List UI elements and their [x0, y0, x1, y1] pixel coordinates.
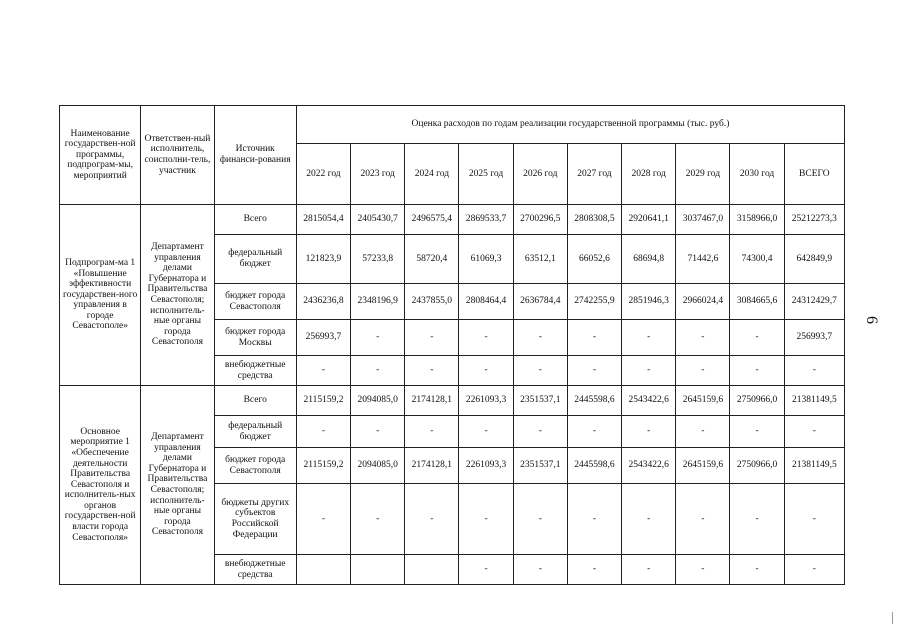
funding-source: внебюджетные средства — [214, 555, 296, 585]
header-year: 2022 год — [296, 144, 350, 205]
year-value: 2261093,3 — [459, 448, 513, 484]
year-value: - — [513, 555, 567, 585]
year-value: 2094085,0 — [351, 448, 405, 484]
year-value: - — [622, 484, 676, 555]
year-value: 2966024,4 — [676, 284, 730, 320]
year-value: 66052,6 — [567, 235, 621, 284]
year-value: 61069,3 — [459, 235, 513, 284]
year-value: - — [730, 416, 784, 448]
year-value: - — [513, 356, 567, 386]
total-value: - — [784, 356, 844, 386]
year-value: - — [513, 484, 567, 555]
year-value: - — [567, 484, 621, 555]
year-value: 2645159,6 — [676, 448, 730, 484]
total-value: - — [784, 555, 844, 585]
year-value: 2750966,0 — [730, 386, 784, 416]
responsible-executor: Департамент управления делами Губернатора и Правительства Севастополя; исполнитель-ные органы города Севастополя — [141, 386, 214, 585]
year-value: - — [351, 416, 405, 448]
year-value: - — [567, 320, 621, 356]
year-value: - — [296, 416, 350, 448]
year-value: - — [676, 484, 730, 555]
year-value: 2869533,7 — [459, 205, 513, 235]
year-value: - — [351, 320, 405, 356]
year-value: - — [676, 416, 730, 448]
year-value: 2115159,2 — [296, 448, 350, 484]
program-name: Основное мероприятие 1 «Обеспечение деятельности Правительства Севастополя и исполнитель-ных органов государствен-ной власти города Севастополя» — [60, 386, 141, 585]
year-value: 2445598,6 — [567, 386, 621, 416]
total-value: 24312429,7 — [784, 284, 844, 320]
year-value: 3158966,0 — [730, 205, 784, 235]
year-value: 2808308,5 — [567, 205, 621, 235]
year-value: - — [459, 555, 513, 585]
total-value: 21381149,5 — [784, 386, 844, 416]
financing-table — [59, 105, 845, 585]
year-value: - — [622, 356, 676, 386]
year-value: - — [459, 484, 513, 555]
year-value: 121823,9 — [296, 235, 350, 284]
table-row — [60, 386, 845, 416]
header-name: Наименование государствен-ной программы, подпрограм-мы, мероприятий — [60, 106, 141, 205]
year-value: 2750966,0 — [730, 448, 784, 484]
year-value: - — [676, 356, 730, 386]
header-estimate: Оценка расходов по годам реализации государственной программы (тыс. руб.) — [296, 106, 844, 144]
year-value: - — [567, 416, 621, 448]
year-value: - — [296, 484, 350, 555]
header-year: 2027 год — [567, 144, 621, 205]
header-year: 2026 год — [513, 144, 567, 205]
year-value: - — [513, 416, 567, 448]
year-value: - — [459, 320, 513, 356]
header-year: 2023 год — [351, 144, 405, 205]
year-value: 3037467,0 — [676, 205, 730, 235]
year-value: - — [351, 356, 405, 386]
year-value: 2351537,1 — [513, 386, 567, 416]
header-executor: Ответствен-ный исполнитель, соисполни-тель, участник — [141, 106, 214, 205]
year-value: 74300,4 — [730, 235, 784, 284]
year-value: 2645159,6 — [676, 386, 730, 416]
year-value: - — [676, 555, 730, 585]
header-year: 2030 год — [730, 144, 784, 205]
page-number: 6 — [863, 316, 880, 324]
header-year: 2025 год — [459, 144, 513, 205]
funding-source: бюджет города Москвы — [214, 320, 296, 356]
year-value: - — [676, 320, 730, 356]
total-value: - — [784, 416, 844, 448]
year-value: 57233,8 — [351, 235, 405, 284]
year-value: 2094085,0 — [351, 386, 405, 416]
year-value: - — [405, 320, 459, 356]
year-value: 71442,6 — [676, 235, 730, 284]
year-value: 2808464,4 — [459, 284, 513, 320]
page-edge-mark — [892, 612, 893, 624]
year-value: 2815054,4 — [296, 205, 350, 235]
year-value: 2348196,9 — [351, 284, 405, 320]
year-value: - — [405, 416, 459, 448]
year-value: 2436236,8 — [296, 284, 350, 320]
year-value: 2700296,5 — [513, 205, 567, 235]
table-row — [60, 205, 845, 235]
header-year: ВСЕГО — [784, 144, 844, 205]
year-value: - — [459, 356, 513, 386]
year-value: - — [622, 416, 676, 448]
year-value: 2920641,1 — [622, 205, 676, 235]
year-value: 2636784,4 — [513, 284, 567, 320]
year-value: 2405430,7 — [351, 205, 405, 235]
funding-source: федеральный бюджет — [214, 235, 296, 284]
year-value: - — [351, 484, 405, 555]
year-value — [405, 555, 459, 585]
year-value: - — [567, 356, 621, 386]
year-value: 68694,8 — [622, 235, 676, 284]
header-year: 2024 год — [405, 144, 459, 205]
year-value: 2851946,3 — [622, 284, 676, 320]
year-value: 2351537,1 — [513, 448, 567, 484]
program-name: Подпрограм-ма 1 «Повышение эффективности государствен-ного управления в городе Севастополе» — [60, 205, 141, 386]
year-value: - — [730, 484, 784, 555]
funding-source: бюджет города Севастополя — [214, 448, 296, 484]
year-value: 2742255,9 — [567, 284, 621, 320]
total-value: 642849,9 — [784, 235, 844, 284]
header-year: 2028 год — [622, 144, 676, 205]
responsible-executor: Департамент управления делами Губернатора и Правительства Севастополя; исполнитель-ные органы города Севастополя — [141, 205, 214, 386]
year-value: - — [730, 356, 784, 386]
year-value: - — [622, 320, 676, 356]
funding-source: бюджет города Севастополя — [214, 284, 296, 320]
year-value: 58720,4 — [405, 235, 459, 284]
year-value: 2174128,1 — [405, 386, 459, 416]
funding-source: бюджеты других субъектов Российской Федерации — [214, 484, 296, 555]
year-value: - — [405, 356, 459, 386]
year-value: - — [622, 555, 676, 585]
funding-source: Всего — [214, 386, 296, 416]
year-value: 2543422,6 — [622, 448, 676, 484]
year-value: 256993,7 — [296, 320, 350, 356]
year-value: 63512,1 — [513, 235, 567, 284]
year-value — [296, 555, 350, 585]
year-value: - — [513, 320, 567, 356]
year-value: - — [567, 555, 621, 585]
year-value: 2115159,2 — [296, 386, 350, 416]
year-value: 2543422,6 — [622, 386, 676, 416]
year-value: 2496575,4 — [405, 205, 459, 235]
year-value — [351, 555, 405, 585]
year-value: 2174128,1 — [405, 448, 459, 484]
year-value: - — [405, 484, 459, 555]
total-value: 21381149,5 — [784, 448, 844, 484]
year-value: 2437855,0 — [405, 284, 459, 320]
funding-source: внебюджетные средства — [214, 356, 296, 386]
year-value: 3084665,6 — [730, 284, 784, 320]
total-value: 256993,7 — [784, 320, 844, 356]
year-value: 2261093,3 — [459, 386, 513, 416]
funding-source: Всего — [214, 205, 296, 235]
header-source: Источник финанси-рования — [214, 106, 296, 205]
year-value: - — [730, 320, 784, 356]
funding-source: федеральный бюджет — [214, 416, 296, 448]
year-value: - — [296, 356, 350, 386]
year-value: - — [730, 555, 784, 585]
year-value: - — [459, 416, 513, 448]
year-value: 2445598,6 — [567, 448, 621, 484]
total-value: 25212273,3 — [784, 205, 844, 235]
header-year: 2029 год — [676, 144, 730, 205]
total-value: - — [784, 484, 844, 555]
